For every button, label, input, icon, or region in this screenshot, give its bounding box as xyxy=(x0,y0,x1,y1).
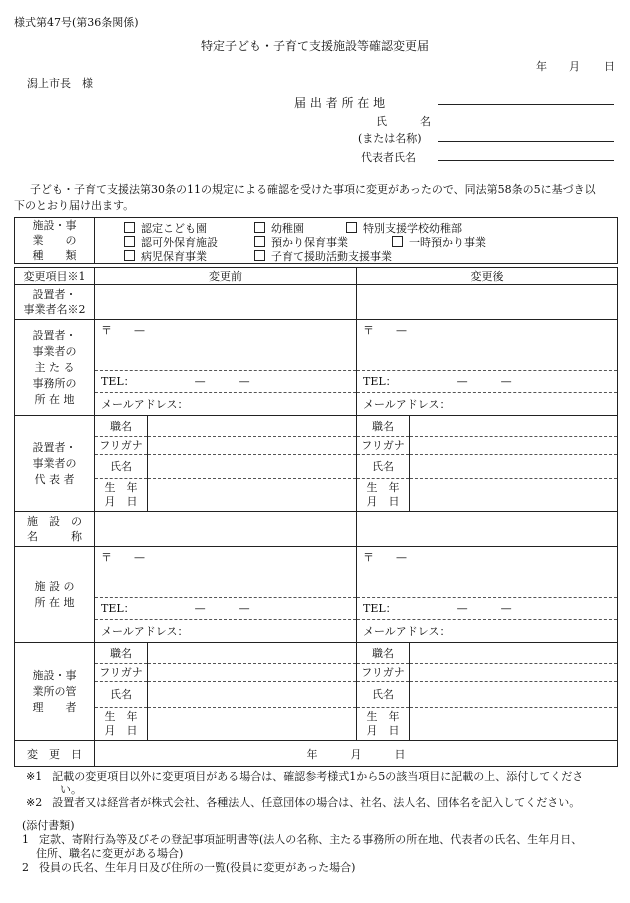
note-1 xyxy=(26,768,583,784)
tel-dashes: — — xyxy=(194,602,250,615)
checkbox-icon[interactable] xyxy=(254,222,265,233)
attachment-1-no: 1 xyxy=(22,833,29,846)
email-label: メールアドレス： xyxy=(101,397,189,411)
manager-before xyxy=(95,643,357,741)
form-number: 様式第47号(第36条関係) xyxy=(14,16,139,29)
checkbox-icon[interactable] xyxy=(346,222,357,233)
field-name: 氏名 xyxy=(95,454,148,478)
field-birthdate: 生 年 月 日 xyxy=(95,707,148,740)
facility-type-header-2: 業 の xyxy=(32,234,77,247)
attachment-2-no: 2 xyxy=(22,861,29,874)
date-month: 月 xyxy=(569,60,580,73)
manager-birthdate-before[interactable] xyxy=(148,707,357,740)
date-day: 日 xyxy=(604,60,615,73)
postal-mark: 〒 xyxy=(101,551,112,564)
field-name: 氏名 xyxy=(357,454,410,478)
attachment-2-text: 役員の氏名、生年月日及び住所の一覧(役員に変更があった場合) xyxy=(39,861,356,874)
row-label-manager: 施設・事 業所の管 理 者 xyxy=(15,643,95,741)
option-byouji-hoiku[interactable]: 病児保育事業 xyxy=(124,248,207,264)
operator-name-after[interactable] xyxy=(357,285,618,320)
option-ichiji-azukari[interactable]: 一時預かり事業 xyxy=(392,234,486,250)
facility-name-after[interactable] xyxy=(357,512,618,547)
facility-name-before[interactable] xyxy=(95,512,357,547)
field-title: 職名 xyxy=(357,643,410,663)
option-tokubetsu[interactable]: 特別支援学校幼稚部 xyxy=(346,220,462,236)
change-date-field[interactable]: 年 月 日 xyxy=(95,741,618,767)
note-2 xyxy=(26,794,580,810)
field-title: 職名 xyxy=(357,416,410,436)
intro-line-2: 下のとおり届け出ます。 xyxy=(14,199,135,212)
field-name: 氏名 xyxy=(95,681,148,707)
page-title: 特定子ども・子育て支援施設等確認変更届 xyxy=(200,39,429,53)
facility-type-header xyxy=(15,218,95,264)
field-title: 職名 xyxy=(95,416,148,436)
postal-dash: — xyxy=(396,551,407,564)
email-label: メールアドレス： xyxy=(101,624,189,638)
addressee: 潟上市長 様 xyxy=(27,77,93,90)
row-label-office-address: 設置者・ 事業者の 主 た る 事務所の 所 在 地 xyxy=(15,320,95,416)
tel-label: TEL： xyxy=(101,602,135,615)
submitter-address-label: 届 出 者 所 在 地 xyxy=(294,96,386,110)
rep-furigana-before[interactable] xyxy=(148,436,357,454)
tel-label: TEL： xyxy=(101,375,135,388)
field-name: 氏名 xyxy=(357,681,410,707)
manager-after xyxy=(357,643,618,741)
attachments-heading: (添付書類) xyxy=(22,819,75,832)
manager-title-before[interactable] xyxy=(148,643,357,663)
rep-title-before[interactable] xyxy=(148,416,357,436)
manager-name-after[interactable] xyxy=(410,681,618,707)
checkbox-icon[interactable] xyxy=(124,250,135,261)
note-1-text: 記載の変更項目以外に変更項目がある場合は、確認参考様式1から5の該当項目に記載の上、添付してくださ xyxy=(52,770,584,783)
postal-mark: 〒 xyxy=(363,324,374,337)
rep-name-before[interactable] xyxy=(148,454,357,478)
option-nintei-kodomoen[interactable]: 認定こども園 xyxy=(124,220,207,236)
note-1-mark: ※1 xyxy=(26,770,43,783)
option-ninkagai[interactable]: 認可外保育施設 xyxy=(124,234,218,250)
checkbox-icon[interactable] xyxy=(124,222,135,233)
postal-mark: 〒 xyxy=(363,551,374,564)
field-furigana: フリガナ xyxy=(95,663,148,681)
manager-furigana-after[interactable] xyxy=(410,663,618,681)
attachment-2 xyxy=(22,859,355,875)
operator-name-before[interactable] xyxy=(95,285,357,320)
facility-address-before[interactable] xyxy=(95,547,357,643)
rep-birthdate-after[interactable] xyxy=(410,478,618,511)
row-label-change-date: 変 更 日 xyxy=(15,741,95,767)
note-1-cont: い。 xyxy=(60,783,82,796)
email-label: メールアドレス： xyxy=(363,397,451,411)
manager-birthdate-after[interactable] xyxy=(410,707,618,740)
office-address-before[interactable] xyxy=(95,320,357,416)
field-birthdate: 生 年 月 日 xyxy=(357,707,410,740)
tel-label: TEL： xyxy=(363,602,397,615)
field-furigana: フリガナ xyxy=(95,436,148,454)
row-label-facility-address: 施 設 の 所 在 地 xyxy=(15,547,95,643)
row-label-representative: 設置者・ 事業者の 代 表 者 xyxy=(15,416,95,512)
attachment-1-text: 定款、寄附行為等及びその登記事項証明書等(法人の名称、主たる事務所の所在地、代表者の氏名、生年月日、 xyxy=(39,833,583,846)
option-azukari-hoiku[interactable]: 預かり保育事業 xyxy=(254,234,348,250)
facility-type-header-1: 施設・事 xyxy=(32,219,77,232)
facility-type-table xyxy=(14,217,618,264)
row-label-operator-name: 設置者・ 事業者名※2 xyxy=(15,285,95,320)
date-year: 年 xyxy=(536,60,547,73)
submitter-name-field[interactable] xyxy=(438,141,614,142)
checkbox-icon[interactable] xyxy=(124,236,135,247)
row-label-facility-name: 施 設 の 名 称 xyxy=(15,512,95,547)
submitter-name-label: 氏 名 xyxy=(376,115,431,128)
tel-dashes: — — xyxy=(456,602,512,615)
col-header-before: 変更前 xyxy=(95,268,357,285)
tel-dashes: — — xyxy=(194,375,250,388)
option-kosodate-enjo[interactable]: 子育て援助活動支援事業 xyxy=(254,248,392,264)
change-table xyxy=(14,267,618,767)
manager-title-after[interactable] xyxy=(410,643,618,663)
checkbox-icon[interactable] xyxy=(392,236,403,247)
note-2-mark: ※2 xyxy=(26,796,43,809)
submitter-rep-field[interactable] xyxy=(438,160,614,161)
option-youchien[interactable]: 幼稚園 xyxy=(254,220,304,236)
attachment-1-cont: 住所、職名に変更がある場合) xyxy=(36,847,184,860)
field-furigana: フリガナ xyxy=(357,436,410,454)
rep-birthdate-before[interactable] xyxy=(148,478,357,511)
tel-dashes: — — xyxy=(456,375,512,388)
postal-dash: — xyxy=(396,324,407,337)
col-header-after: 変更後 xyxy=(357,268,618,285)
checkbox-icon[interactable] xyxy=(254,236,265,247)
note-2-text: 設置者又は経営者が株式会社、各種法人、任意団体の場合は、社名、法人名、団体名を記入してください。 xyxy=(52,796,581,809)
submitter-rep-label: 代表者氏名 xyxy=(361,151,416,164)
representative-before xyxy=(95,416,357,512)
col-header-item: 変更項目※1 xyxy=(15,268,95,285)
office-address-after[interactable] xyxy=(357,320,618,416)
rep-furigana-after[interactable] xyxy=(410,436,618,454)
facility-address-after[interactable] xyxy=(357,547,618,643)
field-birthdate: 生 年 月 日 xyxy=(357,478,410,511)
representative-after xyxy=(357,416,618,512)
field-title: 職名 xyxy=(95,643,148,663)
checkbox-icon[interactable] xyxy=(254,250,265,261)
submitter-address-field[interactable] xyxy=(438,104,614,105)
intro-line-1: 子ども・子育て支援法第30条の11の規定による確認を受けた事項に変更があったので、同法第58条の5に基づき以 xyxy=(30,183,596,196)
manager-furigana-before[interactable] xyxy=(148,663,357,681)
postal-dash: — xyxy=(134,551,145,564)
email-label: メールアドレス： xyxy=(363,624,451,638)
postal-mark: 〒 xyxy=(101,324,112,337)
rep-title-after[interactable] xyxy=(410,416,618,436)
field-birthdate: 生 年 月 日 xyxy=(95,478,148,511)
facility-type-options xyxy=(95,218,618,264)
tel-label: TEL： xyxy=(363,375,397,388)
manager-name-before[interactable] xyxy=(148,681,357,707)
rep-name-after[interactable] xyxy=(410,454,618,478)
submitter-alt-name-label: (または名称) xyxy=(358,132,422,145)
field-furigana: フリガナ xyxy=(357,663,410,681)
postal-dash: — xyxy=(134,324,145,337)
facility-type-header-3: 種 類 xyxy=(32,249,77,262)
